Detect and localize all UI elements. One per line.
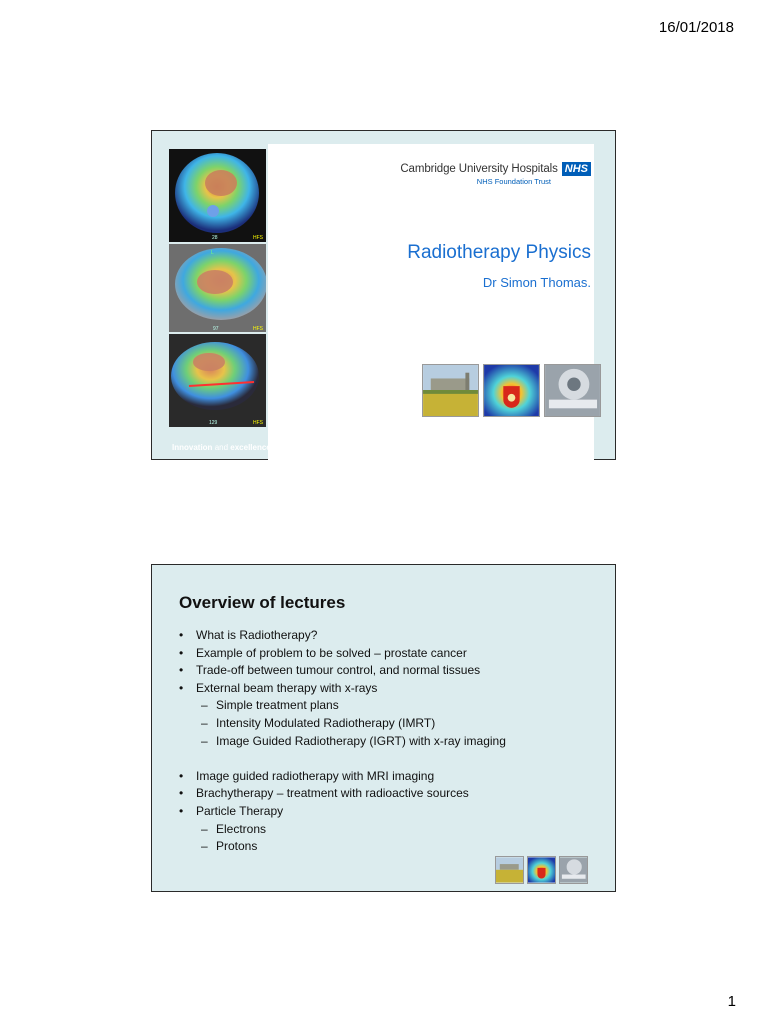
- sub-list-item: – Image Guided Radiotherapy (IGRT) with x-ray imaging: [179, 733, 506, 751]
- cuh-logo: [400, 162, 591, 186]
- logo-trust: NHS Foundation Trust: [476, 177, 551, 186]
- mini-linac-photo: [559, 856, 588, 884]
- scan-3-slice: 129: [209, 420, 218, 426]
- svg-text:L: L: [211, 250, 214, 256]
- mini-dose-map-photo: [527, 856, 556, 884]
- photo-strip: [422, 364, 601, 417]
- mini-photo-strip: [495, 856, 588, 884]
- scan-2-orient: HFS: [253, 326, 263, 332]
- sub-list-item: – Intensity Modulated Radiotherapy (IMRT): [179, 715, 506, 733]
- slide-author: Dr Simon Thomas.: [482, 275, 591, 290]
- title-panel: [268, 144, 594, 474]
- page-date: 16/01/2018: [658, 19, 734, 36]
- scan-1-orient: HFS: [253, 235, 263, 241]
- list-item: • Brachytherapy – treatment with radioactive sources: [179, 785, 506, 803]
- sub-list-item: – Protons: [179, 838, 506, 856]
- dose-scan-coronal: [169, 244, 266, 332]
- dose-scan-axial: [169, 149, 266, 242]
- overview-heading: Overview of lectures: [179, 593, 346, 612]
- list-item: • External beam therapy with x-rays: [179, 680, 506, 698]
- list-item: • Trade-off between tumour control, and normal tissues: [179, 662, 506, 680]
- slide-footer: [172, 443, 593, 452]
- hospital-photo: [422, 364, 479, 417]
- scan-1-slice: 28: [212, 235, 218, 241]
- mini-hospital-photo: [495, 856, 524, 884]
- slide-title: [151, 130, 616, 460]
- list-item: • Particle Therapy: [179, 803, 506, 821]
- scan-2-slice: 97: [213, 326, 219, 332]
- sub-list-item: – Electrons: [179, 821, 506, 839]
- dose-map-photo: [483, 364, 540, 417]
- nhs-logo: NHS: [562, 162, 591, 176]
- overview-list: [179, 627, 506, 856]
- linac-photo: [544, 364, 601, 417]
- logo-hospital-name: Cambridge University Hospitals: [400, 163, 558, 175]
- page-number: 1: [727, 993, 736, 1010]
- list-item: • What is Radiotherapy?: [179, 627, 506, 645]
- list-item: • Image guided radiotherapy with MRI imaging: [179, 768, 506, 786]
- footer-hospitals: Addenbrooke's Hospital I Rosie Hospital: [450, 443, 593, 452]
- dose-scan-sagittal: [169, 334, 266, 427]
- list-item: • Example of problem to be solved – prostate cancer: [179, 645, 506, 663]
- scan-3-orient: HFS: [253, 420, 263, 426]
- sub-list-item: – Simple treatment plans: [179, 697, 506, 715]
- slide-overview: [151, 564, 616, 892]
- slide-title-text: Radiotherapy Physics: [407, 242, 591, 263]
- footer-tagline: Innovation and excellence in health and care: [172, 443, 337, 452]
